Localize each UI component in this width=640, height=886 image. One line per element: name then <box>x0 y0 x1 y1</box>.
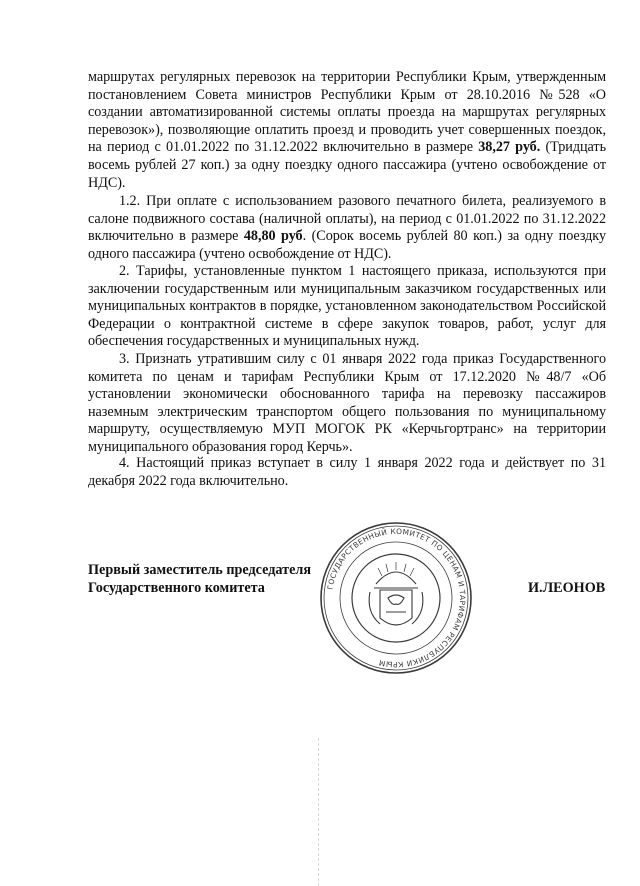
fare-cash-amount: 48,80 руб <box>243 228 303 245</box>
paragraph-1-1-text-a: маршрутах регулярных перевозок на территории Республики Крым, утвержденным постановлением Совета министров Республики Крым от 28.10.2016 №528 «О создании автоматизированной системы оплаты проезда на маршрутах регулярных перевозок»), позволяющие оплатить проезд и проводить учет совершенных поездок, на период с 01.01.2022 по 31.12.2022 включительно в размере <box>88 69 606 156</box>
paragraph-3: 3. Признать утратившим силу с 01 января 2022 года приказ Государственного комитета по ценам и тарифам Республики Крым от 17.12.2020 №48/7 «Об установлении экономически обоснованного тарифа на перевозку пассажиров наземным электрическим транспортом общего пользования по муниципальному маршруту, осуществляемую МУП МОГОК РК «Керчьгортранс» на территории муниципального образования город Керчь». <box>88 351 606 455</box>
paragraph-4: 4. Настоящий приказ вступает в силу 1 января 2022 года и действует по 31 декабря 2022 года включительно. <box>88 455 606 489</box>
paragraph-1-2-text-a: 1.2. При оплате с использованием разового печатного билета, реализуемого в салоне подвижного состава (наличной оплаты), на период с 01.01.2022 по 31.12.2022 включительно в размере <box>88 193 606 245</box>
paragraph-2: 2. Тарифы, установленные пунктом 1 настоящего приказа, используются при заключении государственным или муниципальным заказчиком государственных или муниципальных контрактов в порядке, установленном законодательством Российской Федерации о контрактной системе в сфере закупок товаров, работ, услуг для обеспечения государственных и муниципальных нужд. <box>88 263 606 350</box>
fare-card-amount: 38,27 руб. <box>478 139 541 156</box>
official-seal-stamp <box>318 520 474 676</box>
signatory-title-line-2: Государственного комитета <box>88 579 265 596</box>
paragraph-1-2 <box>88 193 606 263</box>
svg-text:ГОСУДАРСТВЕННЫЙ КОМИТЕТ ПО ЦЕН <box>326 527 467 669</box>
seal-ring-text: ГОСУДАРСТВЕННЫЙ КОМИТЕТ ПО ЦЕНАМ И ТАРИФАМ РЕСПУБЛИКИ КРЫМ <box>325 526 468 670</box>
signatory-title-line-1: Первый заместитель председателя <box>88 562 312 578</box>
page-fold-line <box>318 738 320 886</box>
signatory-name: И.ЛЕОНОВ <box>528 580 606 596</box>
paragraph-1-1-text-c: (Тридцать восемь рублей 27 коп.) за одну поездку одного пассажира (учтено освобождение от НДС). <box>88 139 606 191</box>
paragraph-1-1-continued <box>88 69 606 192</box>
paragraph-1-2-text-c: . (Сорок восемь рублей 80 коп.) за одну поездку одного пассажира (учтено освобождение от НДС). <box>88 228 606 262</box>
signatory-title <box>88 562 311 597</box>
